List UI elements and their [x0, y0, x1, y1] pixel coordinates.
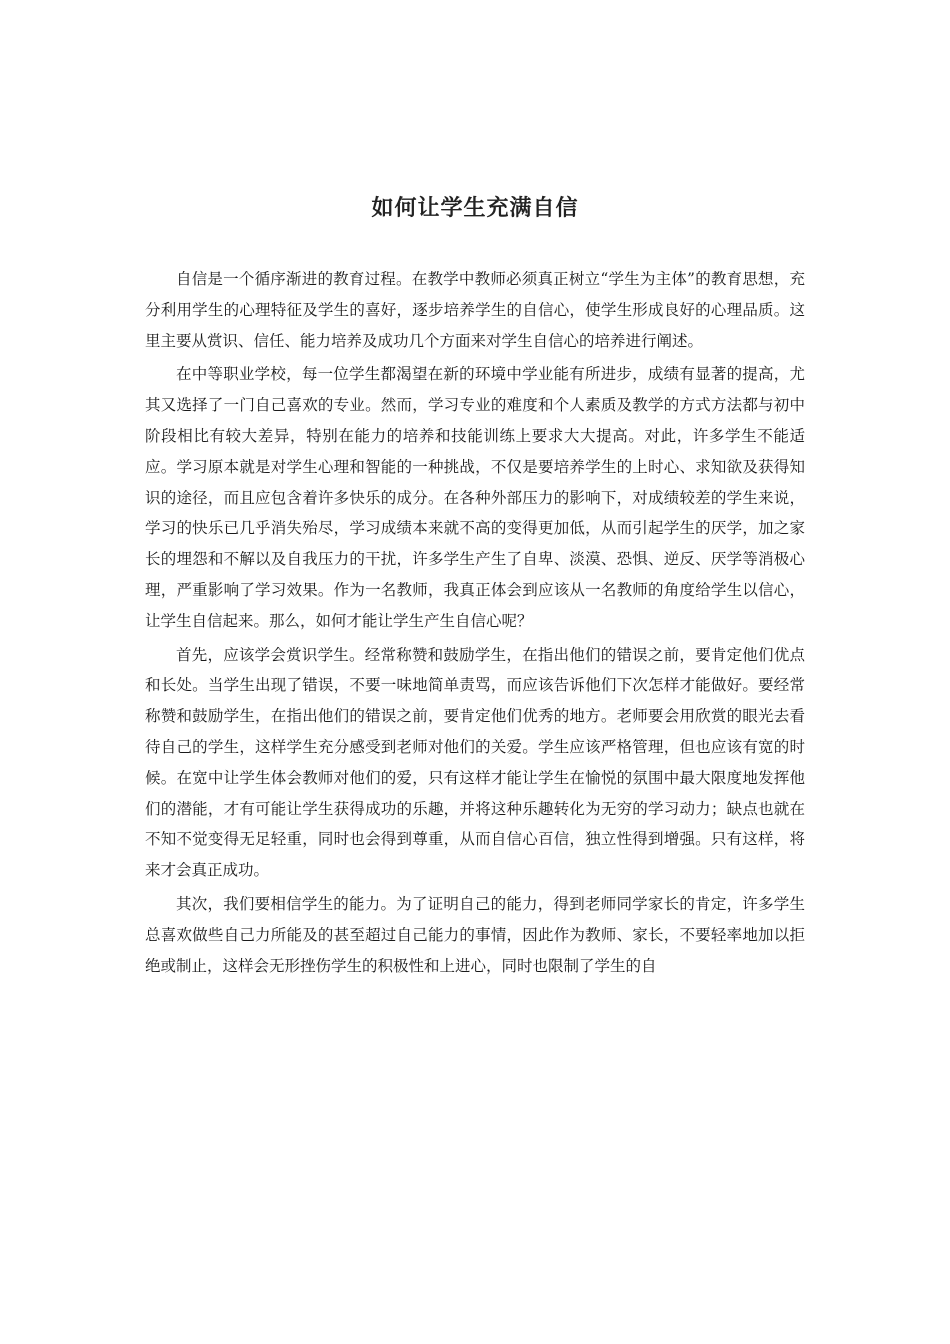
- paragraph-appreciation: 首先，应该学会赏识学生。经常称赞和鼓励学生，在指出他们的错误之前，要肯定他们优点和长处。当学生出现了错误，不要一味地简单责骂，而应该告诉他们下次怎样才能做好。要经常称赞和鼓励学生，在指出他们的错误之前，要肯定他们优秀的地方。老师要会用欣赏的眼光去看待自己的学生，这样学生充分感受到老师对他们的关爱。学生应该严格管理，但也应该有宽的时候。在宽中让学生体会教师对他们的爱，只有这样才能让学生在愉悦的氛围中最大限度地发挥他们的潜能，才有可能让学生获得成功的乐趣，并将这种乐趣转化为无穷的学习动力；缺点也就在不知不觉变得无足轻重，同时也会得到尊重，从而自信心百信，独立性得到增强。只有这样，将来才会真正成功。: [145, 645, 805, 880]
- paragraph-trust: 其次，我们要相信学生的能力。为了证明自己的能力，得到老师同学家长的肯定，许多学生总喜欢做些自己力所能及的甚至超过自己能力的事情，因此作为教师、家长，不要轻率地加以拒绝或制止，这样会无形挫伤学生的积极性和上进心，同时也限制了学生的自: [145, 894, 805, 975]
- document-title: 如何让学生充满自信: [371, 196, 579, 221]
- paragraph-background: 在中等职业学校，每一位学生都渴望在新的环境中学业能有所进步，成绩有显著的提高，尤其又选择了一门自己喜欢的专业。然而，学习专业的难度和个人素质及教学的方式方法都与初中阶段相比有较大差异，特别在能力的培养和技能训练上要求大大提高。对此，许多学生不能适应。学习原本就是对学生心理和智能的一种挑战，不仅是要培养学生的上时心、求知欲及获得知识的途径，而且应包含着许多快乐的成分。在各种外部压力的影响下，对成绩较差的学生来说，学习的快乐已几乎消失殆尽，学习成绩本来就不高的变得更加低，从而引起学生的厌学，加之家长的埋怨和不解以及自我压力的干扰，许多学生产生了自卑、淡漠、恐惧、逆反、厌学等消极心理，严重影响了学习效果。作为一名教师，我真正体会到应该从一名教师的角度给学生以信心，让学生自信起来。那么，如何才能让学生产生自信心呢？: [145, 365, 805, 630]
- paragraph-intro: 自信是一个循序渐进的教育过程。在教学中教师必须真正树立“学生为主体”的教育思想，充分利用学生的心理特征及学生的喜好，逐步培养学生的自信心，使学生形成良好的心理品质。这里主要从赏识、信任、能力培养及成功几个方面来对学生自信心的培养进行阐述。: [145, 270, 805, 350]
- document-body: [145, 264, 805, 984]
